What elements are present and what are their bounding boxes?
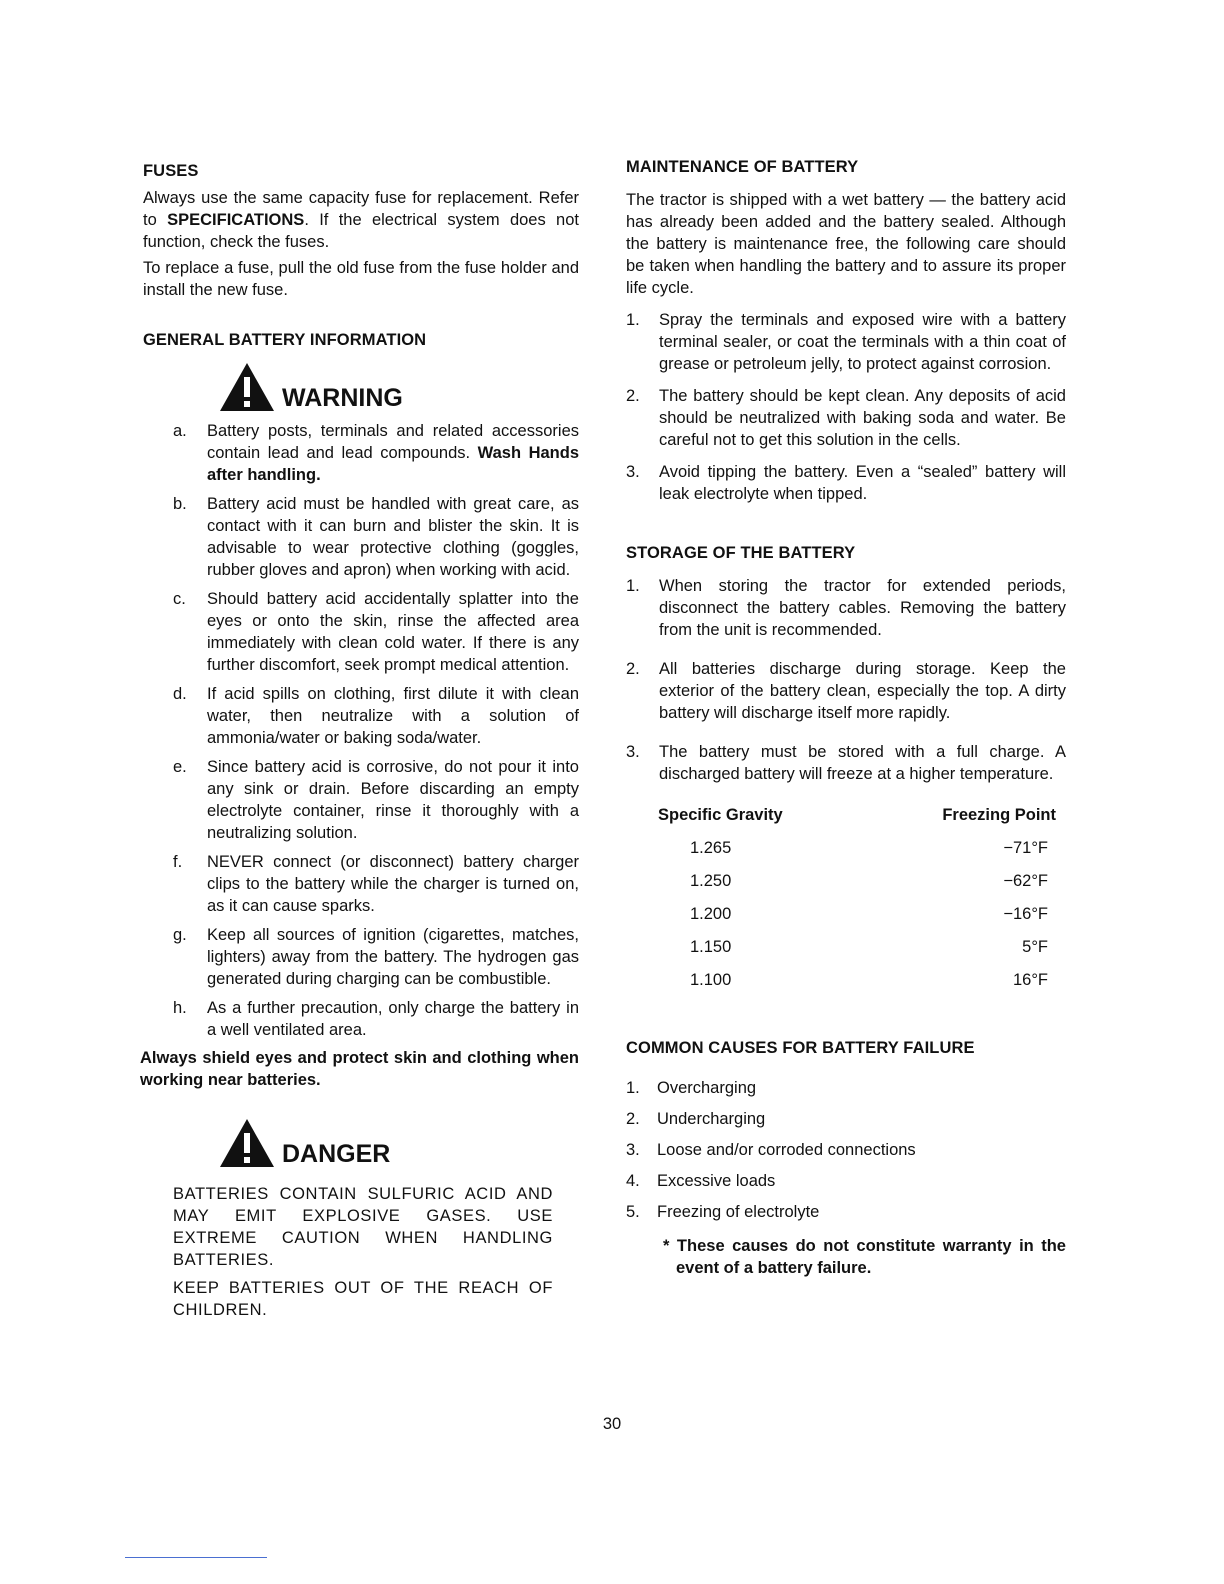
- list-item: f. NEVER connect (or disconnect) battery charger clips to the battery while the charger is turned on, as it can cause sparks.: [173, 853, 579, 915]
- causes-note: * These causes do not constitute warranty in the event of a battery failure.: [663, 1237, 1066, 1277]
- list-item: 1. Spray the terminals and exposed wire with a battery terminal sealer, or coat the terminals with a thin coat of grease or petroleum jelly, to protect against corrosion.: [626, 311, 1066, 373]
- danger-paragraph-2: KEEP BATTERIES OUT OF THE REACH OF CHILDREN.: [173, 1279, 553, 1319]
- maintenance-intro: The tractor is shipped with a wet battery — the battery acid has already been added and the battery sealed. Although the battery is maintenance free, the following care should be taken when handling the battery and to assure its proper life cycle.: [626, 191, 1066, 297]
- list-item: d. If acid spills on clothing, first dilute it with clean water, then neutralize with a solution of ammonia/water or baking soda/water.: [173, 685, 579, 747]
- fuses-paragraph-2: To replace a fuse, pull the old fuse from the fuse holder and install the new fuse.: [143, 259, 579, 299]
- maintenance-list: [626, 309, 1066, 505]
- specific-gravity-header: Specific Gravity: [658, 806, 783, 824]
- left-column: [140, 156, 580, 1321]
- list-item: 3. Loose and/or corroded connections: [626, 1141, 916, 1159]
- list-item: 4. Excessive loads: [626, 1172, 776, 1190]
- list-item: e. Since battery acid is corrosive, do not pour it into any sink or drain. Before discarding an empty electrolyte container, rinse it thoroughly with a neutralizing solution.: [173, 758, 579, 842]
- table-header: [658, 806, 1056, 828]
- causes-list: [626, 1077, 1066, 1232]
- table-row: 1.100 16°F: [690, 971, 1048, 989]
- list-item: 5. Freezing of electrolyte: [626, 1203, 820, 1221]
- list-item: a. Battery posts, terminals and related accessories contain lead and lead compounds. Wash Hands after handling.: [173, 422, 580, 484]
- list-item: 2. All batteries discharge during storage. Keep the exterior of the battery clean, especially the top. A dirty battery will discharge itself more rapidly.: [626, 660, 1066, 722]
- list-item: b. Battery acid must be handled with great care, as contact with it can burn and blister the skin. It is advisable to wear protective clothing (goggles, rubber gloves and apron) when working with acid.: [173, 495, 579, 579]
- right-column: [626, 156, 1066, 1279]
- list-item: g. Keep all sources of ignition (cigarettes, matches, lighters) away from the battery. The hydrogen gas generated during charging can be combustible.: [173, 926, 579, 988]
- storage-list: [626, 575, 1066, 785]
- general-battery-list: [143, 420, 579, 1041]
- list-item: 2. Undercharging: [626, 1110, 766, 1128]
- list-item: 3. Avoid tipping the battery. Even a “sealed” battery will leak electrolyte when tipped.: [626, 463, 1066, 503]
- freezing-point-header: Freezing Point: [942, 806, 1056, 824]
- footer-divider: [125, 1557, 267, 1558]
- warning-banner: [218, 361, 579, 413]
- freezing-point-table: [658, 806, 1056, 997]
- table-row: 1.200 −16°F: [690, 905, 1048, 923]
- list-item: 2. The battery should be kept clean. Any deposits of acid should be neutralized with baking soda and water. Be careful not to get this solution in the cells.: [626, 387, 1066, 449]
- list-item: 1. Overcharging: [626, 1079, 757, 1097]
- list-item: c. Should battery acid accidentally splatter into the eyes or onto the skin, rinse the affected area immediately with clean cold water. If there is any further discomfort, seek prompt medical attention.: [173, 590, 579, 674]
- table-row: 1.150 5°F: [690, 938, 1048, 956]
- fuses-paragraph-1: Always use the same capacity fuse for replacement. Refer to SPECIFICATIONS. If the electrical system does not function, check the fuses.: [143, 189, 579, 251]
- shield-note: Always shield eyes and protect skin and clothing when working near batteries.: [140, 1049, 579, 1089]
- danger-banner: [218, 1117, 579, 1169]
- list-item: h. As a further precaution, only charge the battery in a well ventilated area.: [173, 999, 579, 1039]
- warning-label: WARNING: [282, 384, 403, 412]
- danger-paragraph-1: BATTERIES CONTAIN SULFURIC ACID AND MAY EMIT EXPLOSIVE GASES. USE EXTREME CAUTION WHEN HANDLING BATTERIES.: [173, 1185, 553, 1269]
- table-row: 1.265 −71°F: [690, 839, 1048, 857]
- warning-triangle-icon: [218, 361, 276, 413]
- danger-triangle-icon: [218, 1117, 276, 1169]
- table-row: 1.250 −62°F: [690, 872, 1048, 890]
- maintenance-heading: MAINTENANCE OF BATTERY: [626, 158, 859, 176]
- danger-label: DANGER: [282, 1140, 391, 1168]
- fuses-heading: FUSES: [143, 162, 199, 180]
- storage-heading: STORAGE OF THE BATTERY: [626, 544, 856, 562]
- causes-heading: COMMON CAUSES FOR BATTERY FAILURE: [626, 1039, 975, 1057]
- list-item: 1. When storing the tractor for extended periods, disconnect the battery cables. Removing the battery from the unit is recommended.: [626, 577, 1066, 639]
- page-number: 30: [602, 1415, 622, 1433]
- list-item: 3. The battery must be stored with a full charge. A discharged battery will freeze at a higher temperature.: [626, 743, 1066, 783]
- general-battery-heading: GENERAL BATTERY INFORMATION: [143, 331, 427, 349]
